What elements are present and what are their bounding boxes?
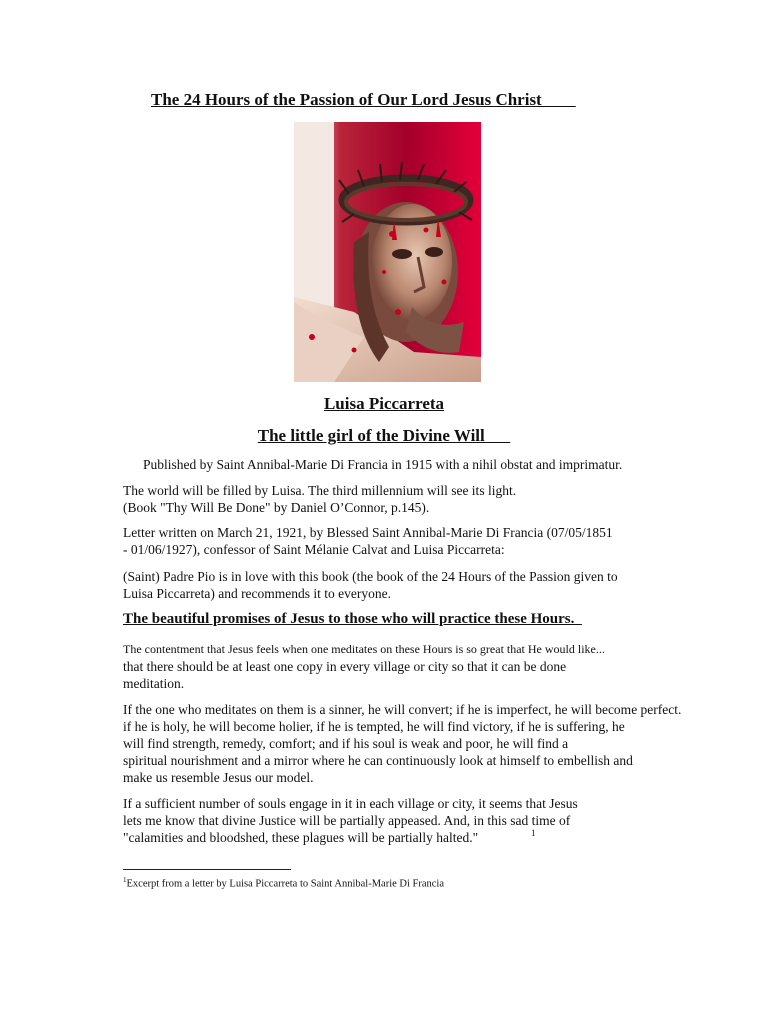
sufficient-line-2: lets me know that divine Justice will be partially appeased. And, in this sad time of	[123, 813, 571, 828]
meditate-line-5: make us resemble Jesus our model.	[123, 770, 314, 785]
meditate-paragraph	[123, 701, 693, 786]
sufficient-paragraph	[123, 795, 693, 846]
padre-pio-line-1: (Saint) Padre Pio is in love with this book (the book of the 24 Hours of the Passion given to	[123, 569, 618, 584]
subtitle: The little girl of the Divine Will	[257, 426, 511, 445]
meditate-line-1: If the one who meditates on them is a sinner, he will convert; if he is imperfect, he will become perfect.	[123, 702, 682, 717]
author-name: Luisa Piccarreta	[323, 394, 445, 413]
letter-line-1: Letter written on March 21, 1921, by Blessed Saint Annibal-Marie Di Francia (07/05/1851	[123, 525, 613, 540]
contentment-line-1: The contentment that Jesus feels when one meditates on these Hours is so great that He would like...	[123, 642, 605, 656]
world-line-2: (Book "Thy Will Be Done" by Daniel O’Connor, p.145).	[123, 500, 430, 515]
footnote-marker: 1	[123, 876, 127, 884]
world-paragraph	[123, 482, 693, 516]
letter-paragraph	[123, 524, 693, 558]
footnote-text: Excerpt from a letter by Luisa Piccarreta to Saint Annibal-Marie Di Francia	[126, 878, 445, 890]
published-line: Published by Saint Annibal-Marie Di Francia in 1915 with a nihil obstat and imprimatur.	[143, 457, 623, 472]
world-line-1: The world will be filled by Luisa. The third millennium will see its light.	[123, 483, 517, 498]
promises-heading: The beautiful promises of Jesus to those who will practice these Hours.	[123, 611, 582, 627]
padre-pio-paragraph	[123, 568, 693, 602]
meditate-line-4: spiritual nourishment and a mirror where he can continuously look at himself to embellish and	[123, 753, 633, 768]
contentment-paragraph	[123, 641, 693, 692]
meditate-line-3: will find strength, remedy, comfort; and if his soul is weak and poor, he will find a	[123, 736, 569, 751]
letter-line-2: - 01/06/1927), confessor of Saint Mélanie Calvat and Luisa Piccarreta:	[123, 542, 505, 557]
crowned-christ-portrait	[294, 122, 481, 382]
padre-pio-line-2: Luisa Piccarreta) and recommends it to everyone.	[123, 586, 392, 601]
contentment-line-3: meditation.	[123, 676, 185, 691]
meditate-line-2: if he is holy, he will become holier, if he is tempted, he will find victory, if he is suffering, he	[123, 719, 625, 734]
sufficient-line-3: "calamities and bloodshed, these plagues will be partially halted."	[123, 830, 479, 845]
sufficient-line-1: If a sufficient number of souls engage in it in each village or city, it seems that Jesus	[123, 796, 578, 811]
footnote-divider	[123, 869, 291, 870]
footnote-reference: 1	[531, 828, 536, 838]
footnote	[123, 876, 444, 890]
published-note	[143, 456, 713, 473]
document-title: The 24 Hours of the Passion of Our Lord Jesus Christ	[151, 90, 576, 109]
contentment-line-2: that there should be at least one copy in every village or city so that it can be done	[123, 659, 567, 674]
